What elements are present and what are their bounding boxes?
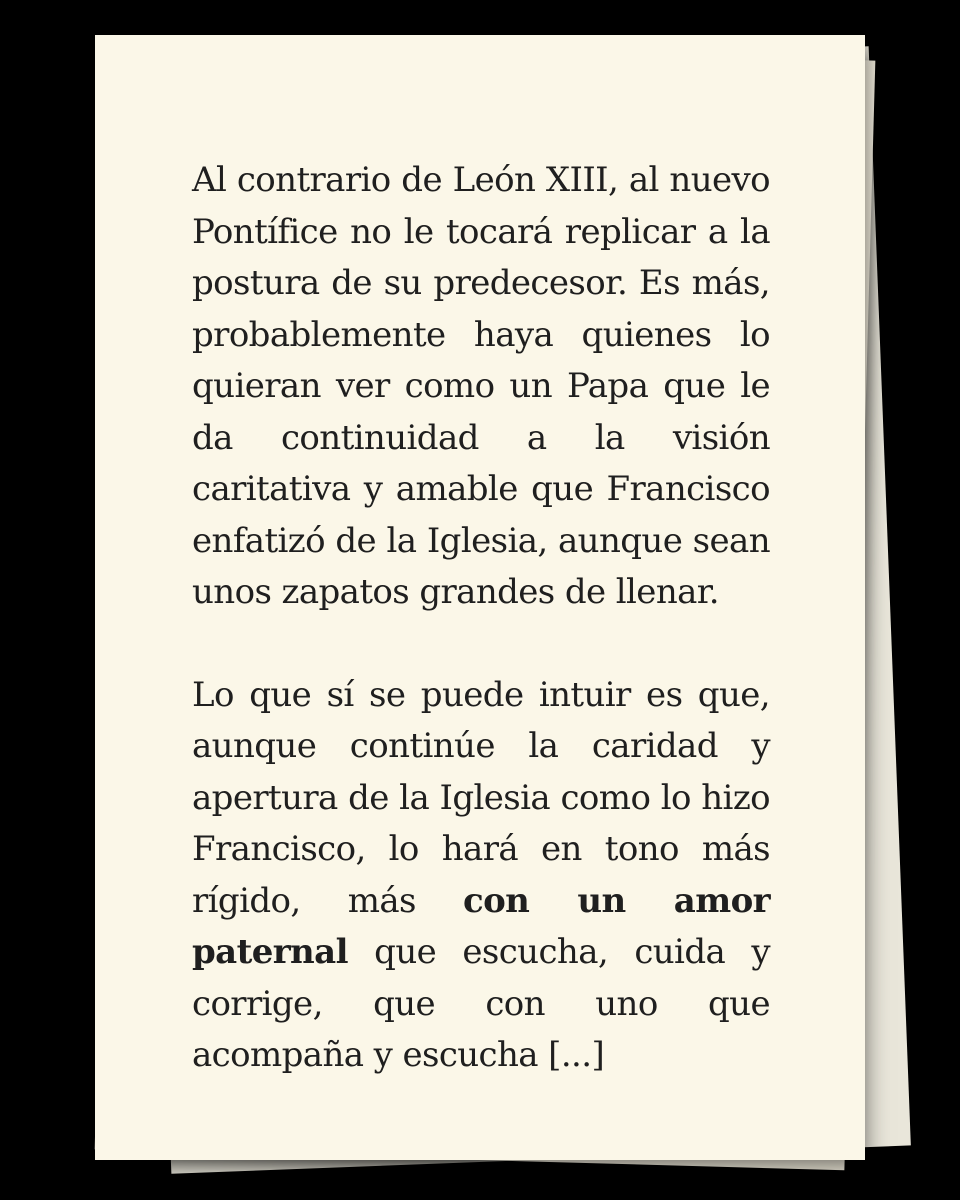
paragraph-2-end: que escucha, cuida y corrige, que con uno que acompaña y escucha [...] <box>192 932 770 1075</box>
paragraph-2-emphasis: con un amor paternal <box>192 880 770 972</box>
paragraph-2-start: Lo que sí se puede intuir es que, aunque continúe la caridad y apertura de la Iglesia como lo hizo Francisco, lo hará en tono más rígido, más <box>192 674 770 921</box>
paragraph-2 <box>192 670 770 1082</box>
paragraph-1: Al contrario de León XIII, al nuevo Pontífice no le tocará replicar a la postura de su predecesor. Es más, probablemente haya quienes lo quieran ver como un Papa que le da continuidad a la visión caritativa y amable que Francisco enfatizó de la Iglesia, aunque sean unos zapatos grandes de llenar. <box>192 160 770 612</box>
quote-text <box>192 155 770 1082</box>
